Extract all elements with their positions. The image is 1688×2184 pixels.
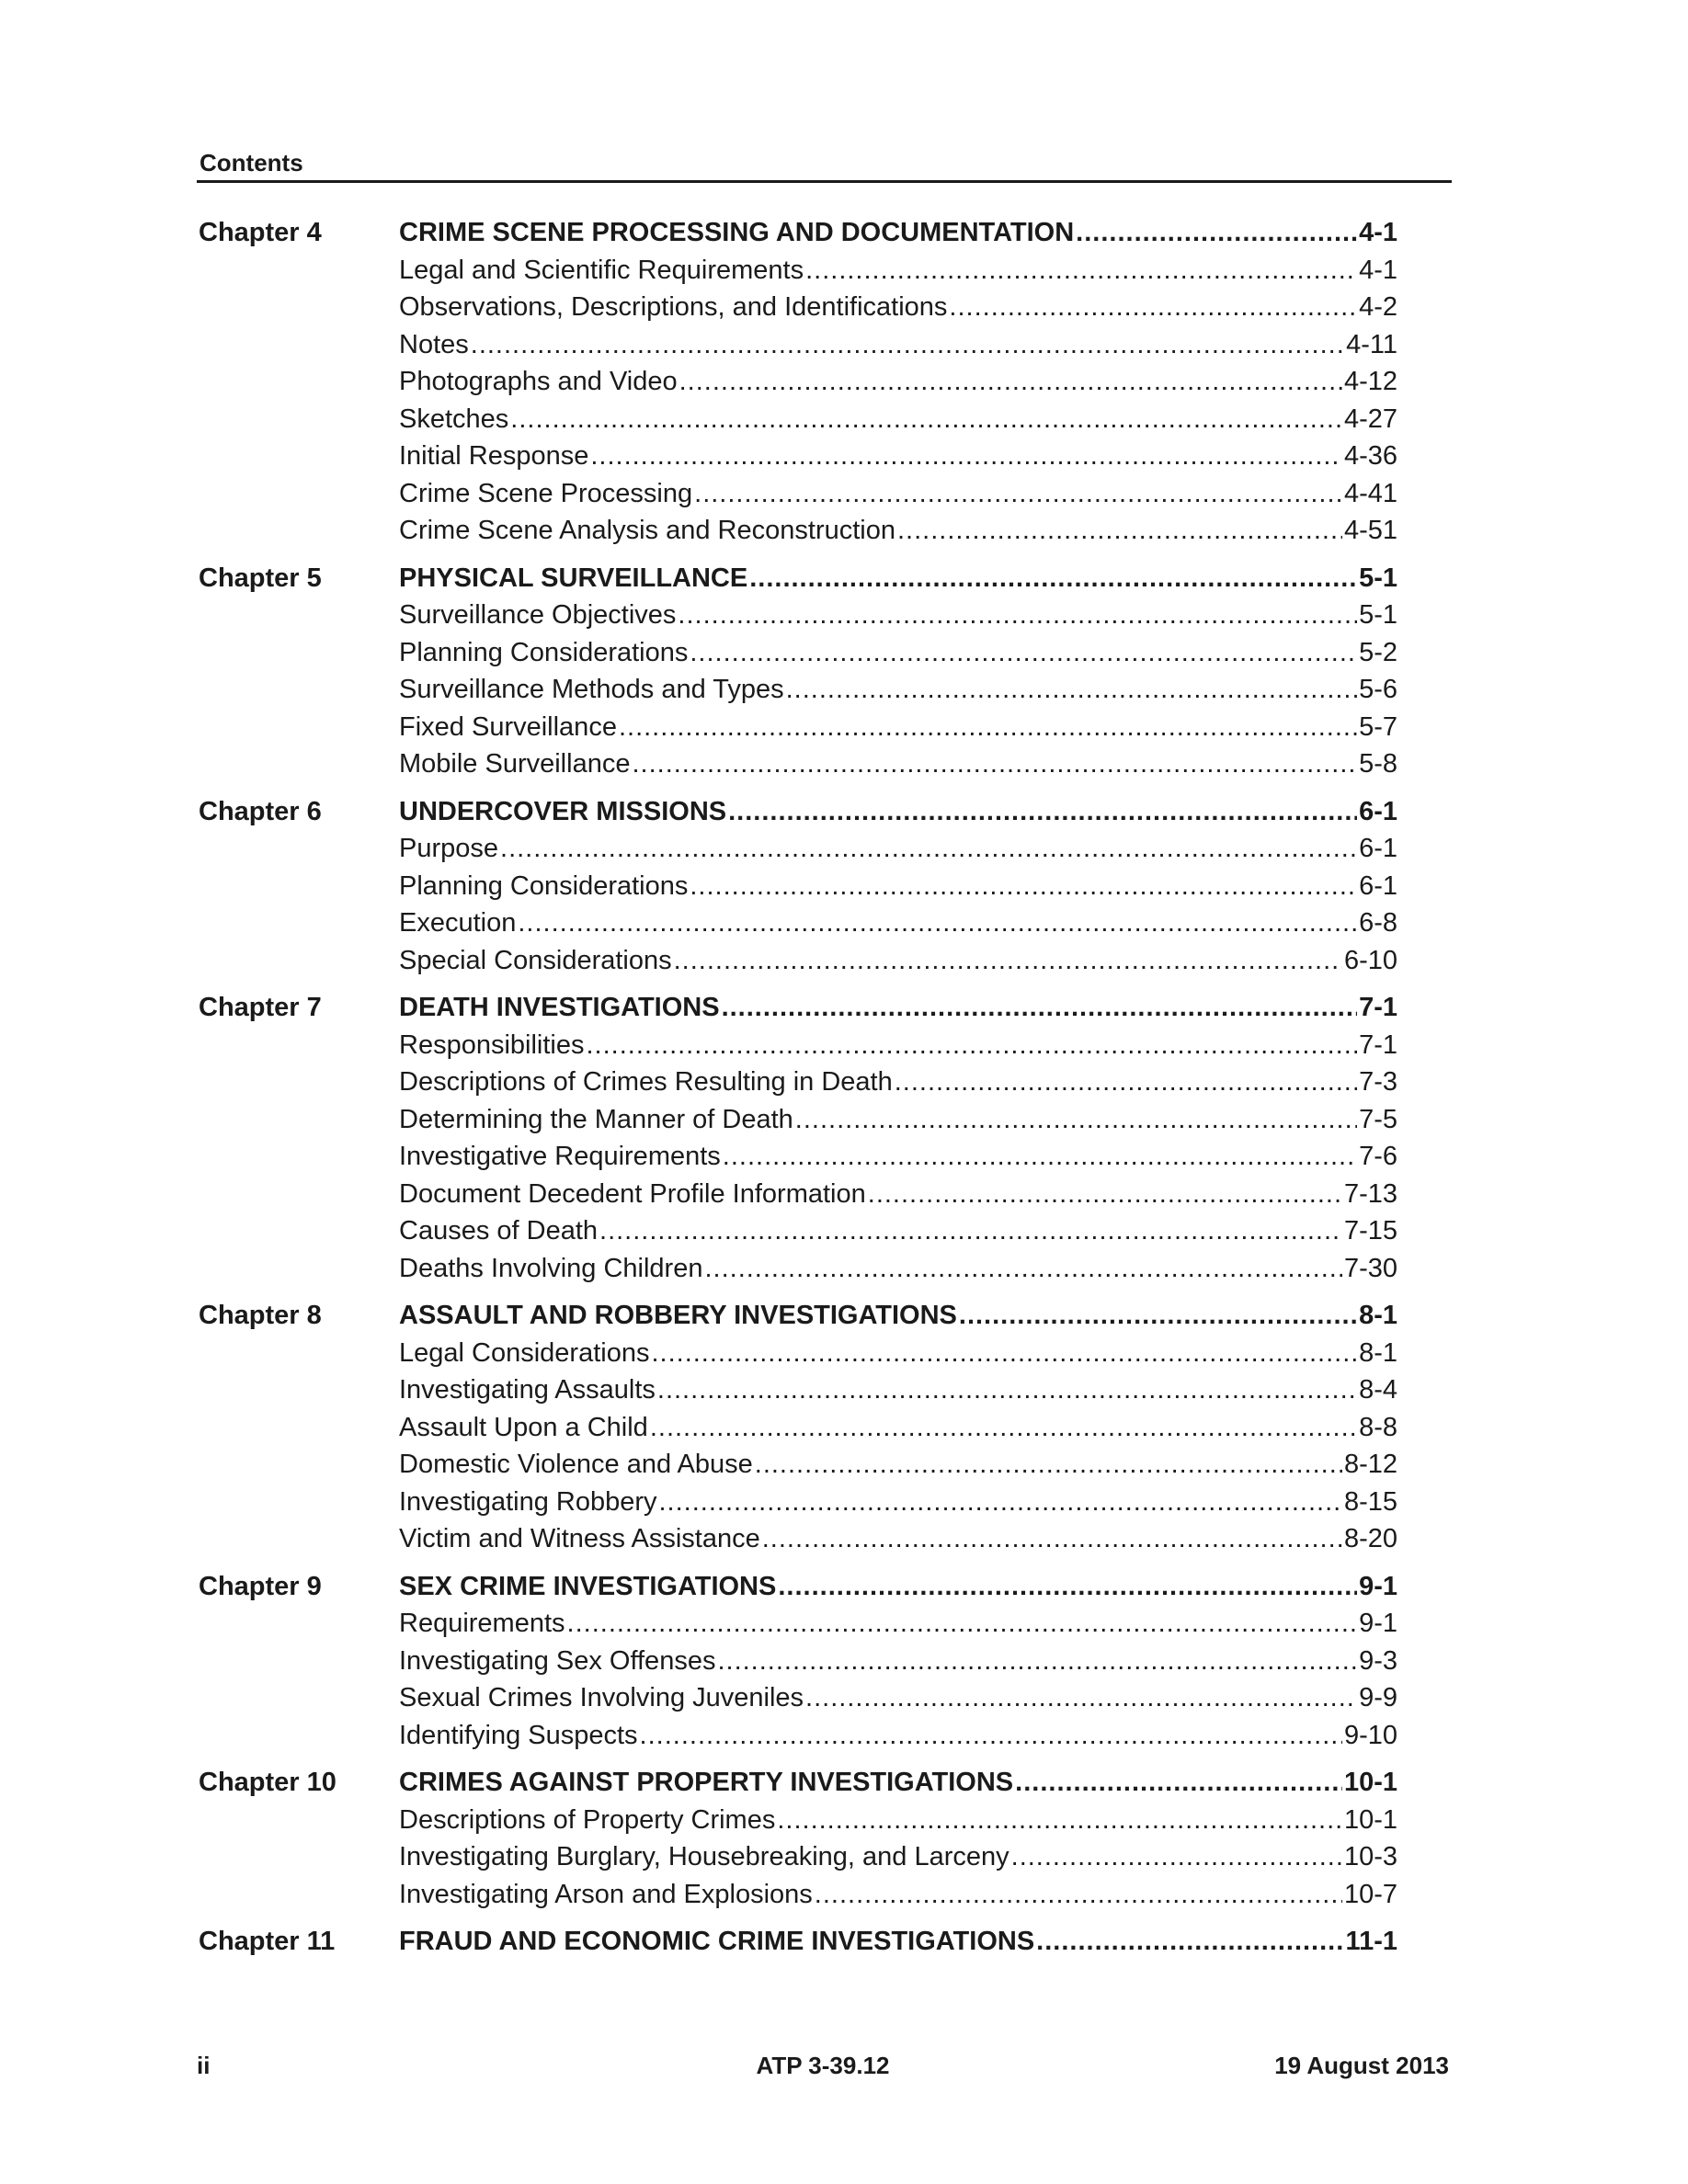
- toc-section-entry[interactable]: [199, 401, 1397, 438]
- section-title: Execution: [399, 908, 517, 938]
- footer-date: 19 August 2013: [1274, 2052, 1449, 2079]
- dot-leader: [651, 1335, 1357, 1372]
- dot-leader: [657, 1371, 1357, 1409]
- toc-section-entry[interactable]: [199, 1250, 1397, 1288]
- dot-leader: [762, 1520, 1342, 1558]
- dot-leader: [1036, 1923, 1343, 1961]
- dot-leader: [728, 793, 1357, 831]
- chapter-page-number: 7-1: [1359, 993, 1397, 1022]
- chapter-page-number: 10-1: [1343, 1768, 1397, 1797]
- section-page-number: 8-12: [1343, 1450, 1397, 1479]
- dot-leader: [749, 560, 1357, 597]
- chapter-title: CRIME SCENE PROCESSING AND DOCUMENTATION: [399, 218, 1075, 247]
- section-page-number: 7-1: [1359, 1029, 1397, 1060]
- toc-chapter-entry[interactable]: [199, 214, 1397, 252]
- section-page-number: 9-3: [1359, 1645, 1397, 1676]
- chapter-label: Chapter 6: [199, 796, 322, 826]
- section-page-number: 7-15: [1343, 1216, 1397, 1246]
- dot-leader: [895, 1064, 1357, 1101]
- dot-leader: [619, 709, 1357, 746]
- dot-leader: [587, 1027, 1358, 1064]
- toc-section-entry[interactable]: [199, 1064, 1397, 1101]
- section-title: Sketches: [399, 404, 509, 434]
- chapter-title: DEATH INVESTIGATIONS: [399, 993, 720, 1022]
- toc-section-entry[interactable]: [199, 942, 1397, 980]
- section-title: Determining the Manner of Death: [399, 1104, 793, 1134]
- dot-leader: [518, 904, 1357, 942]
- chapter-label: Chapter 11: [199, 1927, 336, 1956]
- section-page-number: 5-8: [1359, 749, 1397, 779]
- section-title: Victim and Witness Assistance: [399, 1524, 760, 1553]
- toc-section-entry[interactable]: [199, 745, 1397, 783]
- chapter-page-number: 4-1: [1359, 218, 1397, 247]
- section-title: Crime Scene Analysis and Reconstruction: [399, 516, 895, 545]
- dot-leader: [678, 597, 1357, 634]
- section-page-number: 8-1: [1359, 1337, 1397, 1368]
- section-page-number: 7-5: [1359, 1104, 1397, 1134]
- section-page-number: 7-30: [1343, 1253, 1397, 1283]
- chapter-title: SEX CRIME INVESTIGATIONS: [399, 1571, 777, 1601]
- toc-section-entry[interactable]: [199, 363, 1397, 401]
- section-title: Requirements: [399, 1609, 565, 1638]
- dot-leader: [959, 1297, 1357, 1335]
- section-page-number: 4-41: [1343, 478, 1397, 508]
- section-page-number: 5-2: [1359, 637, 1397, 667]
- chapter-label: Chapter 5: [199, 563, 322, 593]
- section-page-number: 7-13: [1343, 1178, 1397, 1209]
- dot-leader: [868, 1176, 1342, 1213]
- toc-section-entry[interactable]: [199, 1717, 1397, 1755]
- section-page-number: 8-8: [1359, 1412, 1397, 1442]
- dot-leader: [949, 289, 1357, 326]
- chapter-title: UNDERCOVER MISSIONS: [399, 796, 727, 826]
- dot-leader: [755, 1446, 1342, 1484]
- dot-leader: [599, 1212, 1342, 1250]
- section-page-number: 10-1: [1343, 1804, 1397, 1835]
- toc-section-entry[interactable]: [199, 1446, 1397, 1484]
- toc-section-entry[interactable]: [199, 1371, 1397, 1409]
- dot-leader: [567, 1605, 1358, 1643]
- section-page-number: 6-8: [1359, 908, 1397, 938]
- section-page-number: 9-10: [1343, 1720, 1397, 1750]
- toc-section-entry[interactable]: [199, 1138, 1397, 1176]
- toc-chapter-entry[interactable]: [199, 1297, 1397, 1335]
- toc-section-entry[interactable]: [199, 1520, 1397, 1558]
- dot-leader: [723, 1138, 1357, 1176]
- toc-section-entry[interactable]: [199, 438, 1397, 475]
- dot-leader: [1076, 214, 1357, 252]
- dot-leader: [778, 1568, 1357, 1606]
- section-title: Special Considerations: [399, 945, 672, 975]
- toc-section-entry[interactable]: [199, 634, 1397, 672]
- section-page-number: 5-1: [1359, 600, 1397, 630]
- section-page-number: 4-36: [1343, 441, 1397, 471]
- chapter-block: [199, 1568, 1397, 1755]
- dot-leader: [690, 634, 1357, 672]
- toc-section-entry[interactable]: [199, 671, 1397, 709]
- toc-section-entry[interactable]: [199, 1643, 1397, 1680]
- toc-section-entry[interactable]: [199, 1335, 1397, 1372]
- section-page-number: 10-3: [1343, 1842, 1397, 1871]
- chapter-title: FRAUD AND ECONOMIC CRIME INVESTIGATIONS: [399, 1927, 1035, 1956]
- dot-leader: [659, 1484, 1342, 1521]
- table-of-contents: [199, 214, 1397, 1971]
- section-title: Photographs and Video: [399, 367, 678, 396]
- section-page-number: 4-2: [1359, 292, 1397, 322]
- section-page-number: 9-9: [1359, 1683, 1397, 1712]
- section-page-number: 10-7: [1343, 1879, 1397, 1909]
- toc-chapter-entry[interactable]: [199, 793, 1397, 831]
- toc-section-entry[interactable]: [199, 1802, 1397, 1839]
- chapter-label: Chapter 8: [199, 1301, 322, 1330]
- section-title: Surveillance Objectives: [399, 600, 677, 630]
- dot-leader: [679, 363, 1342, 401]
- dot-leader: [805, 1679, 1357, 1717]
- section-title: Crime Scene Processing: [399, 478, 693, 508]
- dot-leader: [471, 326, 1344, 364]
- section-title: Investigating Assaults: [399, 1375, 656, 1405]
- dot-leader: [815, 1876, 1342, 1914]
- header-title: Contents: [200, 149, 303, 176]
- toc-section-entry[interactable]: [199, 1838, 1397, 1876]
- dot-leader: [704, 1250, 1341, 1288]
- dot-leader: [1011, 1838, 1342, 1876]
- chapter-page-number: 8-1: [1359, 1301, 1397, 1330]
- toc-chapter-entry[interactable]: [199, 1568, 1397, 1606]
- dot-leader: [1015, 1764, 1342, 1802]
- section-title: Planning Considerations: [399, 870, 689, 901]
- chapter-block: [199, 989, 1397, 1287]
- section-page-number: 6-1: [1359, 834, 1397, 863]
- chapter-label: Chapter 7: [199, 993, 322, 1022]
- section-title: Domestic Violence and Abuse: [399, 1450, 753, 1479]
- chapter-title: PHYSICAL SURVEILLANCE: [399, 563, 748, 593]
- page-header: [197, 145, 1452, 183]
- toc-section-entry[interactable]: [199, 1409, 1397, 1447]
- toc-section-entry[interactable]: [199, 326, 1397, 364]
- toc-section-entry[interactable]: [199, 475, 1397, 513]
- toc-section-entry[interactable]: [199, 1176, 1397, 1213]
- section-title: Document Decedent Profile Information: [399, 1178, 866, 1209]
- dot-leader: [795, 1101, 1357, 1139]
- dot-leader: [690, 868, 1357, 905]
- section-title: Investigative Requirements: [399, 1142, 721, 1171]
- toc-section-entry[interactable]: [199, 252, 1397, 290]
- chapter-block: [199, 214, 1397, 550]
- toc-chapter-entry[interactable]: [199, 560, 1397, 597]
- chapter-title: ASSAULT AND ROBBERY INVESTIGATIONS: [399, 1301, 957, 1330]
- section-title: Initial Response: [399, 441, 589, 471]
- toc-section-entry[interactable]: [199, 904, 1397, 942]
- section-title: Legal Considerations: [399, 1337, 650, 1368]
- section-title: Planning Considerations: [399, 637, 689, 667]
- section-title: Mobile Surveillance: [399, 749, 631, 779]
- section-title: Surveillance Methods and Types: [399, 675, 784, 704]
- section-page-number: 7-3: [1359, 1067, 1397, 1097]
- section-page-number: 9-1: [1359, 1609, 1397, 1638]
- chapter-label: Chapter 4: [199, 218, 322, 247]
- toc-section-entry[interactable]: [199, 1605, 1397, 1643]
- toc-section-entry[interactable]: [199, 512, 1397, 550]
- toc-section-entry[interactable]: [199, 1101, 1397, 1139]
- section-page-number: 8-20: [1343, 1524, 1397, 1553]
- section-title: Assault Upon a Child: [399, 1412, 648, 1442]
- dot-leader: [694, 475, 1342, 513]
- toc-section-entry[interactable]: [199, 1027, 1397, 1064]
- toc-section-entry[interactable]: [199, 1876, 1397, 1914]
- footer-document-id: ATP 3-39.12: [756, 2052, 890, 2079]
- toc-section-entry[interactable]: [199, 868, 1397, 905]
- section-page-number: 8-4: [1359, 1375, 1397, 1405]
- section-page-number: 6-10: [1343, 945, 1397, 975]
- dot-leader: [500, 830, 1357, 868]
- toc-section-entry[interactable]: [199, 709, 1397, 746]
- toc-chapter-entry[interactable]: [199, 1923, 1397, 1961]
- footer-page-number: ii: [197, 2052, 211, 2079]
- section-page-number: 4-1: [1359, 255, 1397, 285]
- section-title: Descriptions of Crimes Resulting in Death: [399, 1067, 893, 1097]
- section-page-number: 5-7: [1359, 711, 1397, 742]
- section-title: Fixed Surveillance: [399, 711, 617, 742]
- dot-leader: [897, 512, 1342, 550]
- section-title: Identifying Suspects: [399, 1720, 638, 1750]
- section-title: Legal and Scientific Requirements: [399, 255, 804, 285]
- section-title: Purpose: [399, 834, 499, 863]
- chapter-page-number: 6-1: [1359, 796, 1397, 826]
- chapter-label: Chapter 10: [199, 1768, 336, 1797]
- chapter-page-number: 9-1: [1359, 1571, 1397, 1601]
- section-title: Observations, Descriptions, and Identifications: [399, 292, 948, 322]
- dot-leader: [650, 1409, 1357, 1447]
- section-page-number: 4-12: [1343, 367, 1397, 396]
- toc-section-entry[interactable]: [199, 597, 1397, 634]
- section-title: Investigating Burglary, Housebreaking, and Larceny: [399, 1842, 1009, 1871]
- chapter-page-number: 11-1: [1345, 1927, 1397, 1956]
- section-title: Descriptions of Property Crimes: [399, 1804, 776, 1835]
- dot-leader: [640, 1717, 1342, 1755]
- section-page-number: 4-11: [1346, 329, 1397, 359]
- dot-leader: [590, 438, 1342, 475]
- section-title: Sexual Crimes Involving Juveniles: [399, 1683, 804, 1712]
- page-footer: [197, 2052, 1449, 2083]
- dot-leader: [722, 989, 1358, 1027]
- section-title: Deaths Involving Children: [399, 1253, 703, 1283]
- section-title: Investigating Arson and Explosions: [399, 1879, 813, 1909]
- chapter-label: Chapter 9: [199, 1571, 322, 1601]
- section-page-number: 7-6: [1359, 1142, 1397, 1171]
- section-page-number: 4-27: [1343, 404, 1397, 434]
- chapter-page-number: 5-1: [1359, 563, 1397, 593]
- section-page-number: 4-51: [1343, 516, 1397, 545]
- section-title: Investigating Robbery: [399, 1486, 657, 1517]
- section-title: Notes: [399, 329, 469, 359]
- section-page-number: 5-6: [1359, 675, 1397, 704]
- toc-section-entry[interactable]: [199, 1484, 1397, 1521]
- toc-chapter-entry[interactable]: [199, 1764, 1397, 1802]
- section-title: Responsibilities: [399, 1029, 585, 1060]
- dot-leader: [777, 1802, 1342, 1839]
- dot-leader: [632, 745, 1357, 783]
- dot-leader: [510, 401, 1342, 438]
- dot-leader: [786, 671, 1357, 709]
- section-page-number: 8-15: [1343, 1486, 1397, 1517]
- section-title: Investigating Sex Offenses: [399, 1645, 716, 1676]
- toc-section-entry[interactable]: [199, 289, 1397, 326]
- section-page-number: 6-1: [1359, 870, 1397, 901]
- dot-leader: [674, 942, 1342, 980]
- chapter-block: [199, 560, 1397, 783]
- toc-section-entry[interactable]: [199, 1212, 1397, 1250]
- toc-chapter-entry[interactable]: [199, 989, 1397, 1027]
- chapter-block: [199, 1764, 1397, 1913]
- dot-leader: [717, 1643, 1357, 1680]
- chapter-block: [199, 1923, 1397, 1961]
- chapter-block: [199, 793, 1397, 980]
- chapter-block: [199, 1297, 1397, 1558]
- toc-section-entry[interactable]: [199, 1679, 1397, 1717]
- chapter-title: CRIMES AGAINST PROPERTY INVESTIGATIONS: [399, 1768, 1014, 1797]
- section-title: Causes of Death: [399, 1216, 599, 1246]
- toc-section-entry[interactable]: [199, 830, 1397, 868]
- dot-leader: [805, 252, 1357, 290]
